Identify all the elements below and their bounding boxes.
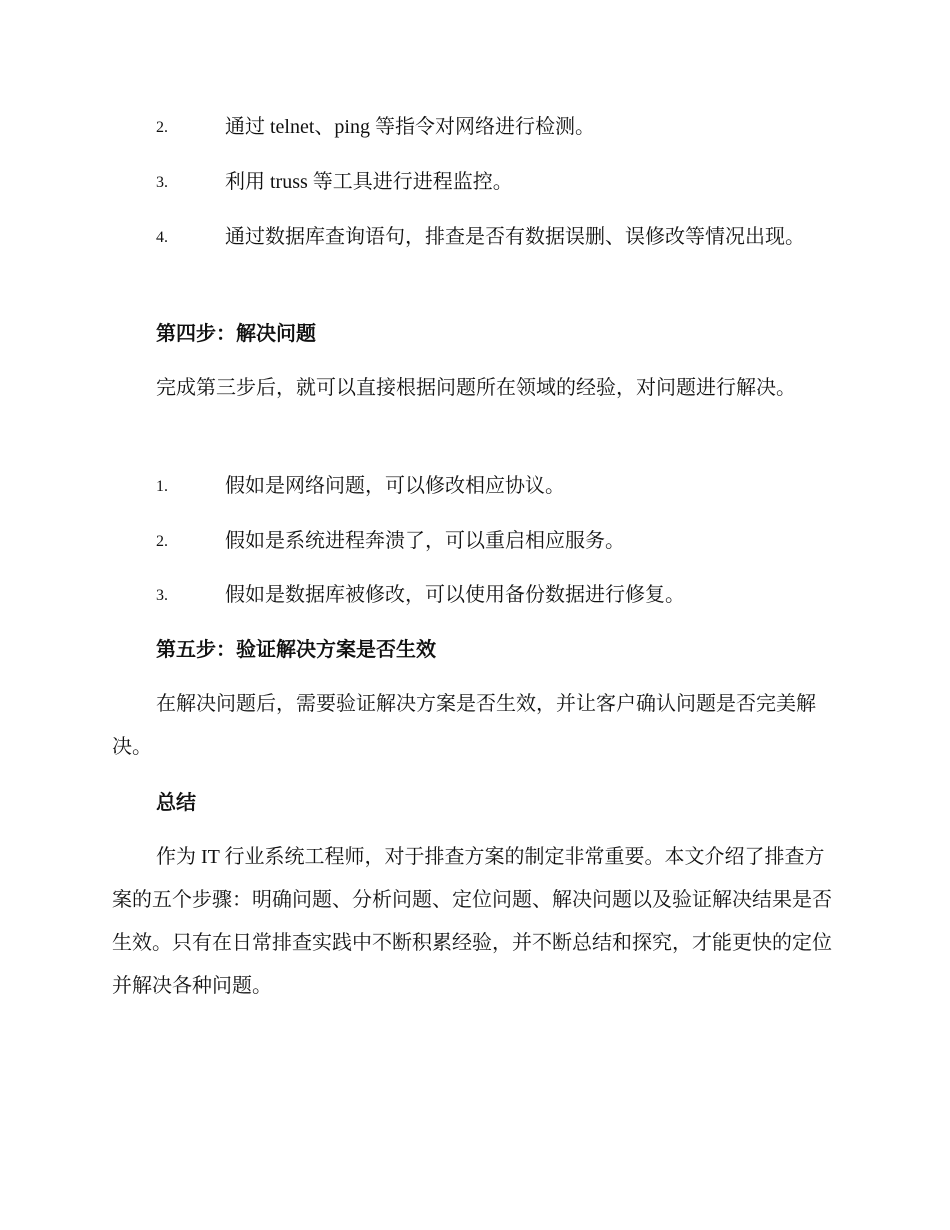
list-number: 3. [156, 174, 168, 191]
list-text: 通过 telnet、ping 等指令对网络进行检测。 [225, 116, 595, 138]
list-text: 利用 truss 等工具进行进程监控。 [225, 171, 513, 193]
list-number: 3. [156, 587, 168, 604]
list-text: 通过数据库查询语句，排查是否有数据误删、误修改等情况出现。 [225, 226, 805, 248]
list-item [112, 574, 842, 617]
list-text: 假如是系统进程奔溃了，可以重启相应服务。 [225, 530, 625, 552]
list-item [112, 520, 842, 563]
section-heading-step5: 第五步：验证解决方案是否生效 [156, 637, 436, 661]
list-item [112, 216, 842, 259]
list-number: 2. [156, 533, 168, 550]
list-item [112, 106, 842, 149]
paragraph-summary: 作为 IT 行业系统工程师，对于排查方案的制定非常重要。本文介绍了排查方案的五个步骤：明确问题、分析问题、定位问题、解决问题以及验证解决结果是否生效。只有在日常排查实践中不断积累经验，并不断总结和探究，才能更快的定位并解决各种问题。 [112, 846, 832, 997]
list-item [112, 161, 842, 204]
list-number: 4. [156, 229, 168, 246]
list-number: 1. [156, 478, 168, 495]
paragraph-step4: 完成第三步后，就可以直接根据问题所在领域的经验，对问题进行解决。 [156, 377, 796, 399]
list-item [112, 465, 842, 508]
paragraph-step5: 在解决问题后，需要验证解决方案是否生效，并让客户确认问题是否完美解决。 [112, 693, 816, 758]
list-text: 假如是数据库被修改，可以使用备份数据进行修复。 [225, 584, 685, 606]
section-heading-summary: 总结 [156, 790, 196, 814]
section-heading-step4: 第四步：解决问题 [156, 321, 316, 345]
list-number: 2. [156, 119, 168, 136]
list-text: 假如是网络问题，可以修改相应协议。 [225, 475, 565, 497]
